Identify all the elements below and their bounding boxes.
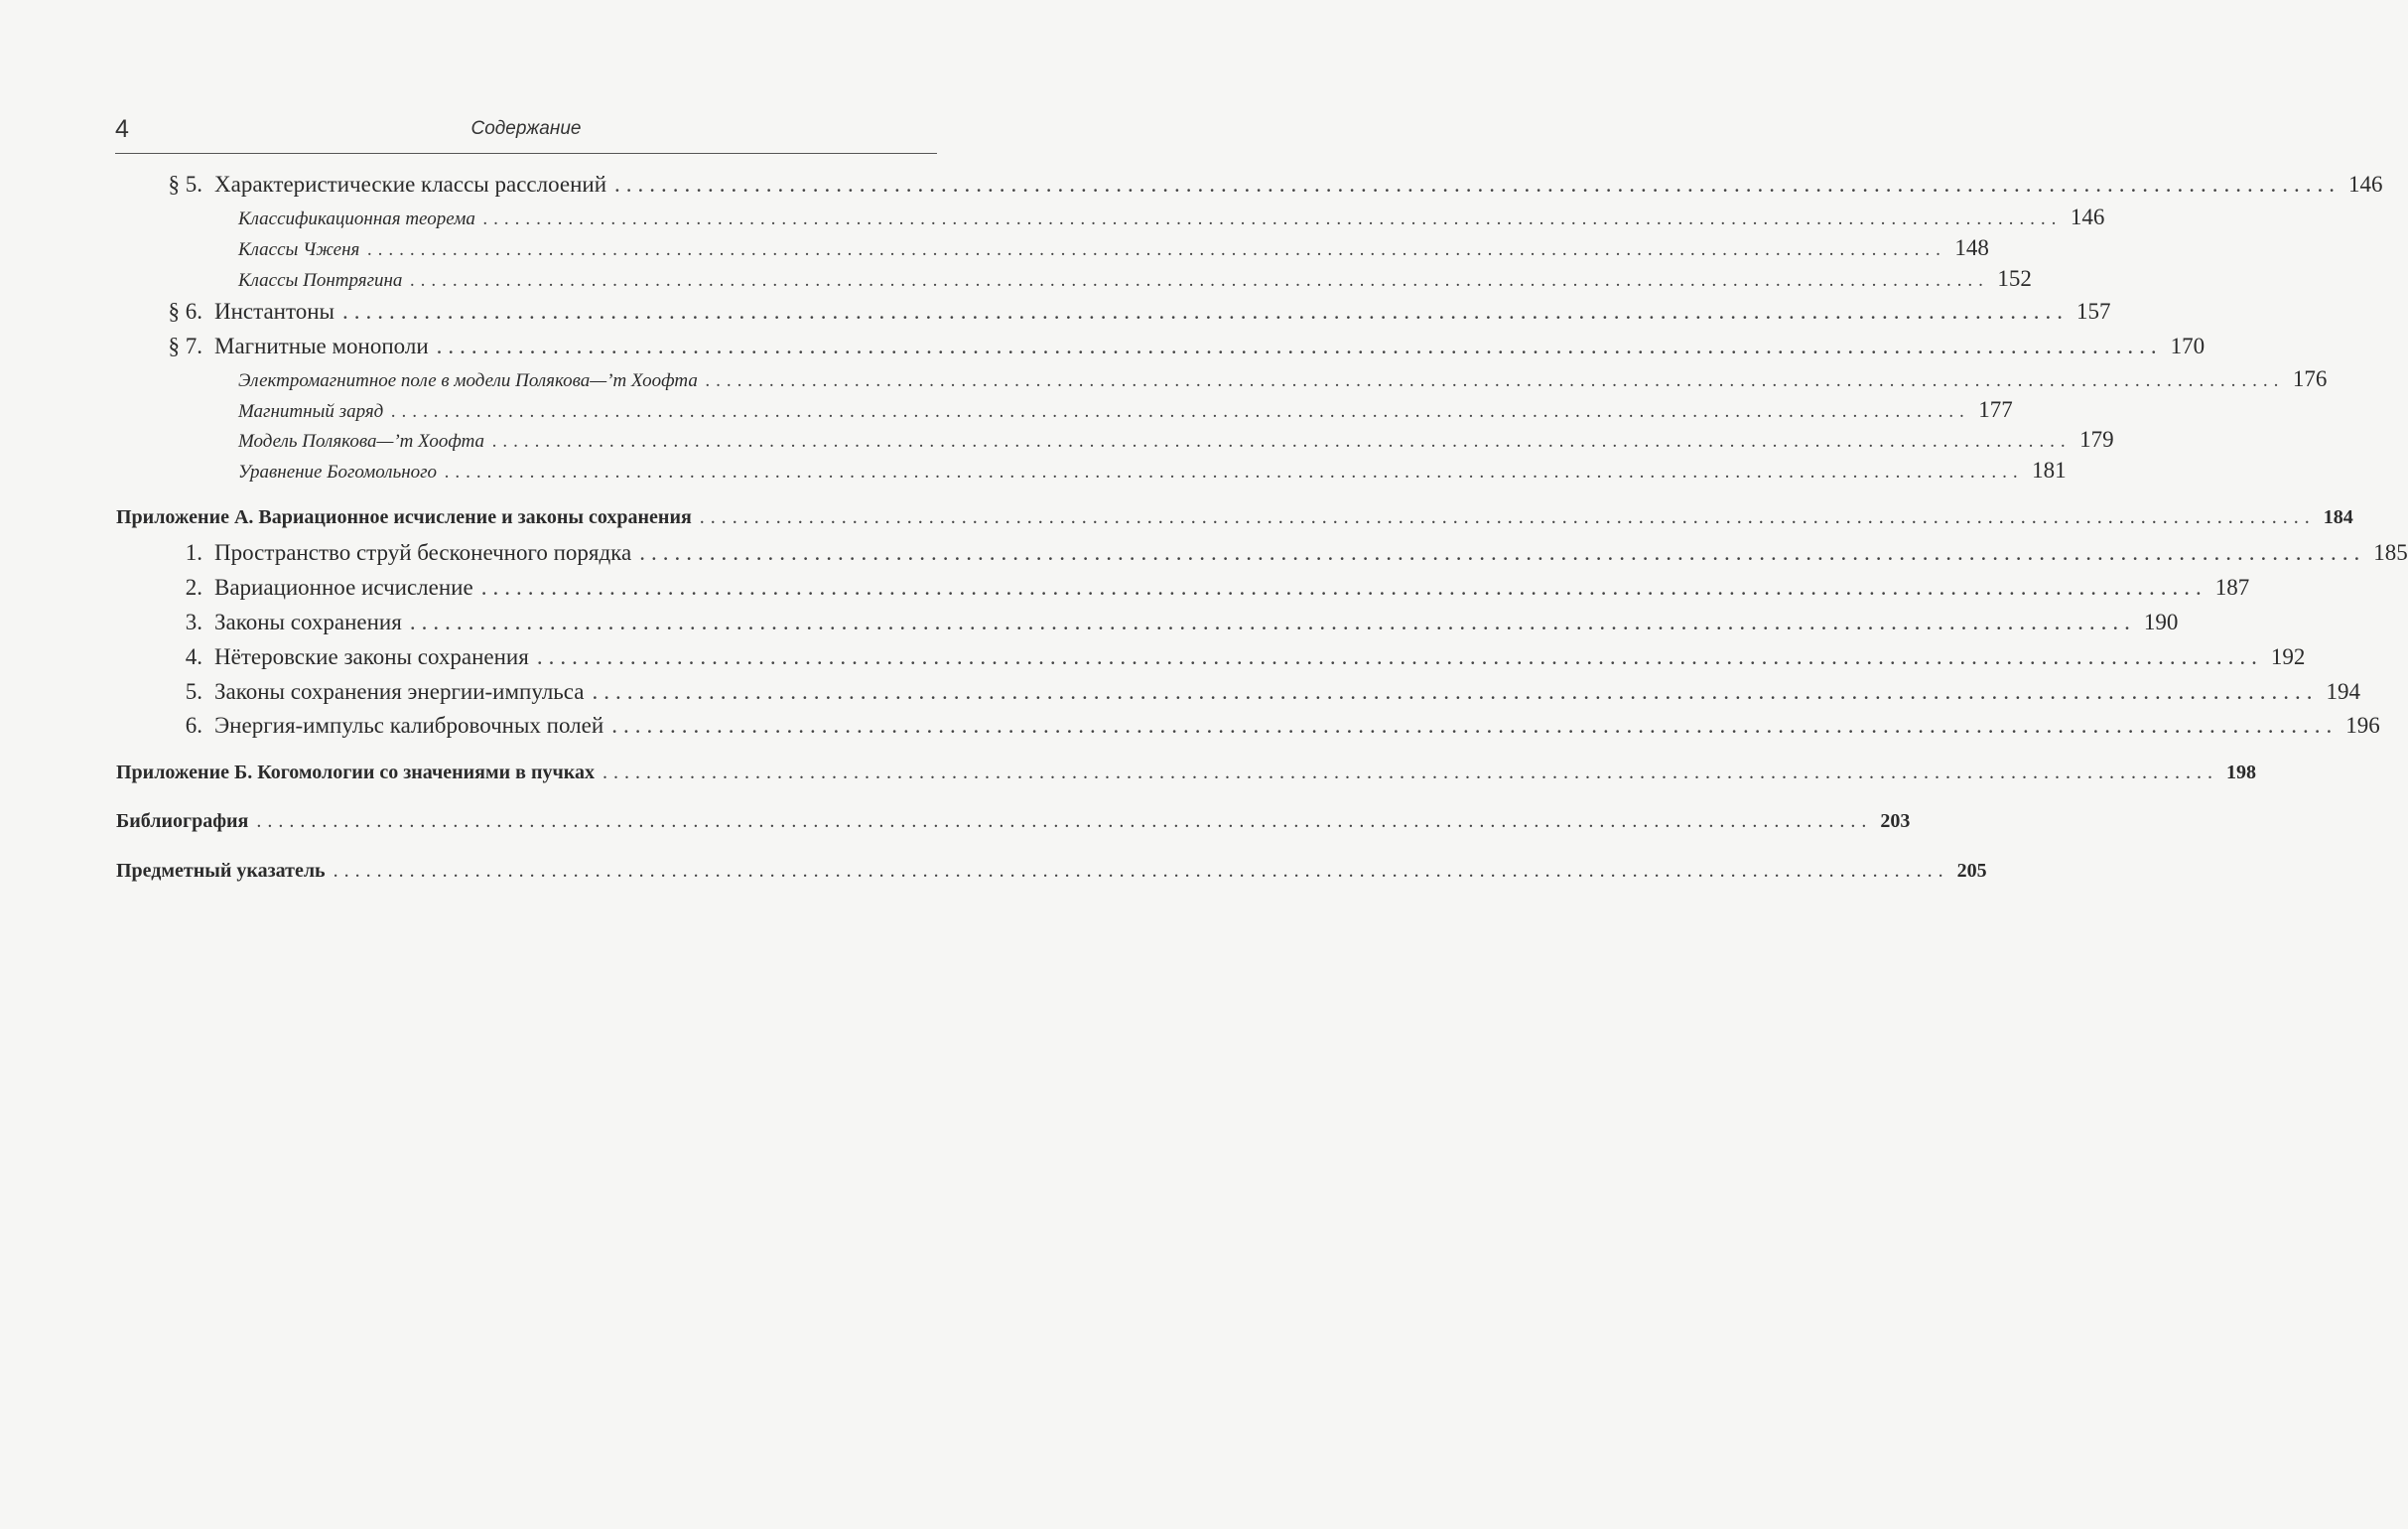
toc-entry-title: Нётеровские законы сохранения bbox=[214, 644, 529, 669]
toc-entry-title: Приложение А. Вариационное исчисление и законы сохранения bbox=[116, 506, 692, 528]
toc-entry-page: 179 bbox=[2079, 427, 2114, 452]
toc-entry-bibliography[interactable] bbox=[116, 810, 1911, 833]
toc-entry-number: 5. bbox=[185, 679, 202, 704]
dot-leader: .................................................................................................................................................... bbox=[333, 860, 1949, 882]
dot-leader: .................................................................................................................................................... bbox=[410, 270, 1990, 291]
toc-entry-title: Приложение Б. Когомологии со значениями в пучках bbox=[116, 762, 595, 783]
toc-entry-page: 170 bbox=[2170, 334, 2206, 358]
toc-entry-number: § 7. bbox=[168, 334, 202, 358]
running-title: Содержание bbox=[470, 118, 582, 139]
toc-entry-page: 194 bbox=[2326, 679, 2360, 704]
dot-leader: .................................................................................................................................................... bbox=[536, 644, 2263, 669]
toc-entry-page: 190 bbox=[2143, 610, 2179, 634]
toc-entry-page: 148 bbox=[1954, 235, 1989, 260]
toc-entry-page: 181 bbox=[2032, 458, 2067, 483]
dot-leader: .................................................................................................................................................... bbox=[699, 506, 2316, 528]
toc-entry-subsection[interactable] bbox=[238, 205, 2105, 230]
toc-entry-title: Характеристические классы расслоений bbox=[214, 172, 607, 197]
toc-entry-subsection[interactable] bbox=[238, 397, 2013, 423]
dot-leader: .................................................................................................................................................... bbox=[492, 431, 2073, 452]
toc-entry-subsection[interactable] bbox=[238, 427, 2114, 453]
dot-leader: .................................................................................................................................................... bbox=[445, 462, 2025, 483]
toc-entry-section-7[interactable] bbox=[159, 334, 2206, 359]
toc-entry-appendix-a-5[interactable] bbox=[159, 679, 2360, 705]
toc-entry-subsection[interactable] bbox=[238, 366, 2328, 392]
toc-entry-title: Инстантоны bbox=[214, 299, 334, 324]
toc-entry-page: 157 bbox=[2076, 299, 2111, 324]
toc-entry-title: Законы сохранения bbox=[214, 610, 402, 634]
toc-entry-number: § 5. bbox=[168, 172, 202, 197]
toc-entry-number: 2. bbox=[185, 575, 202, 600]
dot-leader: .................................................................................................................................................... bbox=[614, 172, 2341, 197]
toc-entry-subject-index[interactable] bbox=[116, 860, 1987, 883]
toc-entry-page: 187 bbox=[2214, 575, 2250, 600]
toc-entry-page: 177 bbox=[1978, 397, 2013, 422]
toc-entry-page: 203 bbox=[1880, 810, 1911, 832]
toc-entry-number: 6. bbox=[185, 713, 202, 738]
toc-entry-title: Законы сохранения энергии-импульса bbox=[214, 679, 585, 704]
dot-leader: .................................................................................................................................................... bbox=[342, 299, 2069, 324]
dot-leader: .................................................................................................................................................... bbox=[602, 762, 2218, 783]
dot-leader: .................................................................................................................................................... bbox=[480, 575, 2207, 600]
toc-entry-page: 192 bbox=[2270, 644, 2306, 669]
dot-leader: .................................................................................................................................................... bbox=[611, 713, 2339, 738]
dot-leader: .................................................................................................................................................... bbox=[256, 810, 1873, 832]
toc-entry-page: 184 bbox=[2323, 506, 2353, 528]
toc-entry-section-6[interactable] bbox=[159, 299, 2111, 325]
toc-entry-appendix-a-3[interactable] bbox=[159, 610, 2179, 635]
toc-entry-title: Классификационная теорема bbox=[238, 208, 475, 229]
toc-entry-title: Магнитный заряд bbox=[238, 401, 384, 422]
dot-leader: .................................................................................................................................................... bbox=[409, 610, 2136, 634]
toc-entry-number: 3. bbox=[185, 610, 202, 634]
toc-entry-title: Библиография bbox=[116, 810, 249, 832]
dot-leader: .................................................................................................................................................... bbox=[705, 370, 2285, 391]
toc-entry-appendix-b[interactable] bbox=[116, 762, 2256, 784]
toc-entry-title: Классы Чженя bbox=[238, 239, 360, 260]
toc-entry-title: Предметный указатель bbox=[116, 860, 326, 882]
toc-entry-number: § 6. bbox=[168, 299, 202, 324]
toc-entry-appendix-a-1[interactable] bbox=[159, 540, 2408, 566]
toc-entry-section-5[interactable] bbox=[159, 172, 2383, 198]
toc-entry-title: Энергия-импульс калибровочных полей bbox=[214, 713, 604, 738]
dot-leader: .................................................................................................................................................... bbox=[367, 239, 1947, 260]
toc-entry-page: 176 bbox=[2292, 366, 2328, 391]
toc-entry-page: 185 bbox=[2373, 540, 2408, 565]
page-header bbox=[115, 113, 937, 154]
toc-entry-title: Уравнение Богомольного bbox=[238, 462, 438, 483]
toc-entry-page: 198 bbox=[2225, 762, 2256, 783]
toc-entry-number: 4. bbox=[185, 644, 202, 669]
dot-leader: .................................................................................................................................................... bbox=[592, 679, 2319, 704]
dot-leader: .................................................................................................................................................... bbox=[482, 208, 2063, 229]
toc-entry-page: 152 bbox=[1997, 266, 2032, 291]
toc-entry-subsection[interactable] bbox=[238, 235, 1989, 261]
toc-entry-appendix-a-6[interactable] bbox=[159, 713, 2380, 739]
toc-entry-page: 146 bbox=[2070, 205, 2105, 229]
toc-entry-subsection[interactable] bbox=[238, 458, 2067, 484]
toc-entry-appendix-a[interactable] bbox=[116, 506, 2353, 529]
toc-entry-title: Пространство струй бесконечного порядка bbox=[214, 540, 632, 565]
dot-leader: .................................................................................................................................................... bbox=[639, 540, 2366, 565]
toc-entry-page: 205 bbox=[1956, 860, 1987, 882]
toc-entry-page: 196 bbox=[2345, 713, 2380, 738]
toc-entry-title: Электромагнитное поле в модели Полякова—’т Хоофта bbox=[238, 370, 698, 391]
toc-entry-title: Магнитные монополи bbox=[214, 334, 429, 358]
toc-entry-appendix-a-4[interactable] bbox=[159, 644, 2306, 670]
toc-entry-page: 146 bbox=[2348, 172, 2383, 197]
toc-entry-title: Вариационное исчисление bbox=[214, 575, 473, 600]
toc-entry-appendix-a-2[interactable] bbox=[159, 575, 2250, 601]
dot-leader: .................................................................................................................................................... bbox=[436, 334, 2163, 358]
page-number: 4 bbox=[115, 115, 129, 143]
toc-entry-title: Модель Полякова—’т Хоофта bbox=[238, 431, 485, 452]
toc-entry-number: 1. bbox=[185, 540, 202, 565]
dot-leader: .................................................................................................................................................... bbox=[391, 401, 1971, 422]
toc-entry-subsection[interactable] bbox=[238, 266, 2032, 292]
toc-entry-title: Классы Понтрягина bbox=[238, 270, 403, 291]
